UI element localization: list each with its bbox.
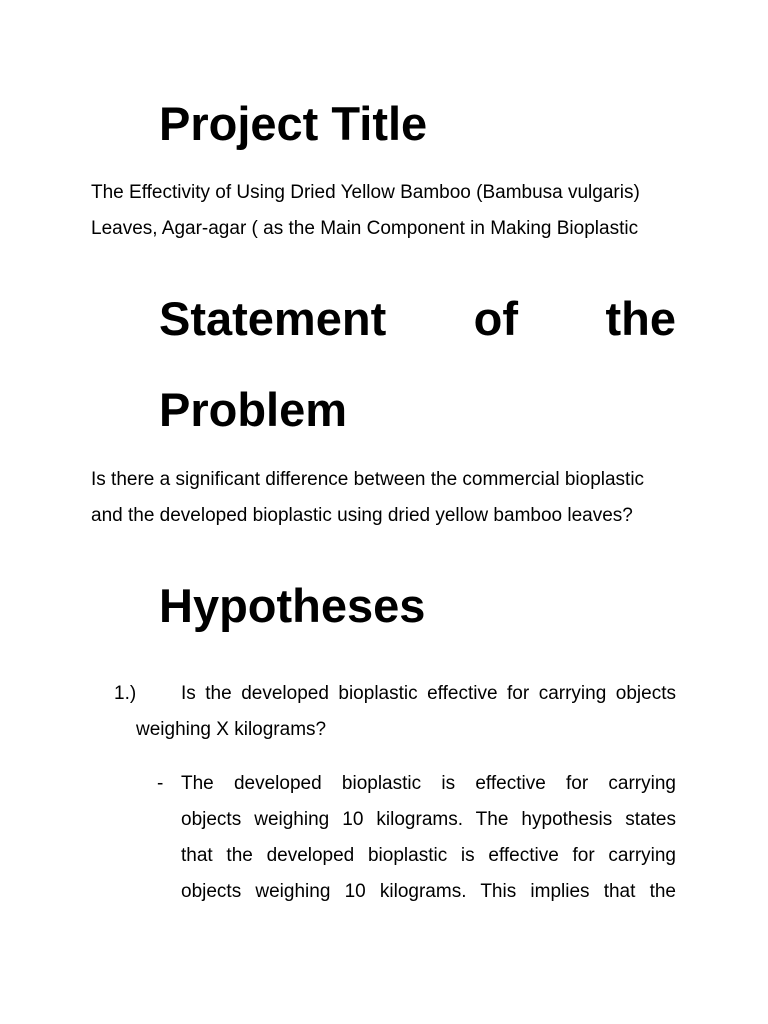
answer-line-1: The developed bioplastic is effective for carrying bbox=[181, 773, 676, 794]
statement-heading-line-2: Problem bbox=[159, 383, 348, 436]
bullet-marker: - bbox=[157, 773, 164, 794]
statement-line-1: Is there a significant difference between the commercial bioplastic bbox=[91, 469, 645, 490]
statement-heading-word-1: Statement bbox=[159, 292, 387, 345]
statement-heading-word-3: the bbox=[605, 292, 676, 345]
statement-text bbox=[91, 462, 644, 534]
hypotheses-heading: Hypotheses bbox=[159, 579, 426, 632]
hypothesis-answer bbox=[181, 766, 676, 910]
statement-heading bbox=[159, 290, 676, 348]
project-title-text bbox=[91, 175, 640, 247]
answer-line-4: objects weighing 10 kilograms. This implies that the bbox=[181, 881, 676, 902]
hypothesis-question-line-2: weighing X kilograms? bbox=[136, 719, 327, 740]
project-title-line-1: The Effectivity of Using Dried Yellow Bamboo (Bambusa vulgaris) bbox=[91, 182, 640, 203]
statement-line-2: and the developed bioplastic using dried yellow bamboo leaves? bbox=[91, 505, 633, 526]
answer-line-3: that the developed bioplastic is effective for carrying bbox=[181, 845, 676, 866]
list-number: 1.) bbox=[114, 683, 137, 704]
answer-line-2: objects weighing 10 kilograms. The hypothesis states bbox=[181, 809, 676, 830]
project-title-heading: Project Title bbox=[159, 97, 428, 150]
hypothesis-question-line-1: Is the developed bioplastic effective for carrying objects bbox=[181, 683, 676, 704]
statement-heading-word-2: of bbox=[473, 292, 519, 345]
project-title-line-2: Leaves, Agar-agar ( as the Main Component in Making Bioplastic bbox=[91, 218, 639, 239]
